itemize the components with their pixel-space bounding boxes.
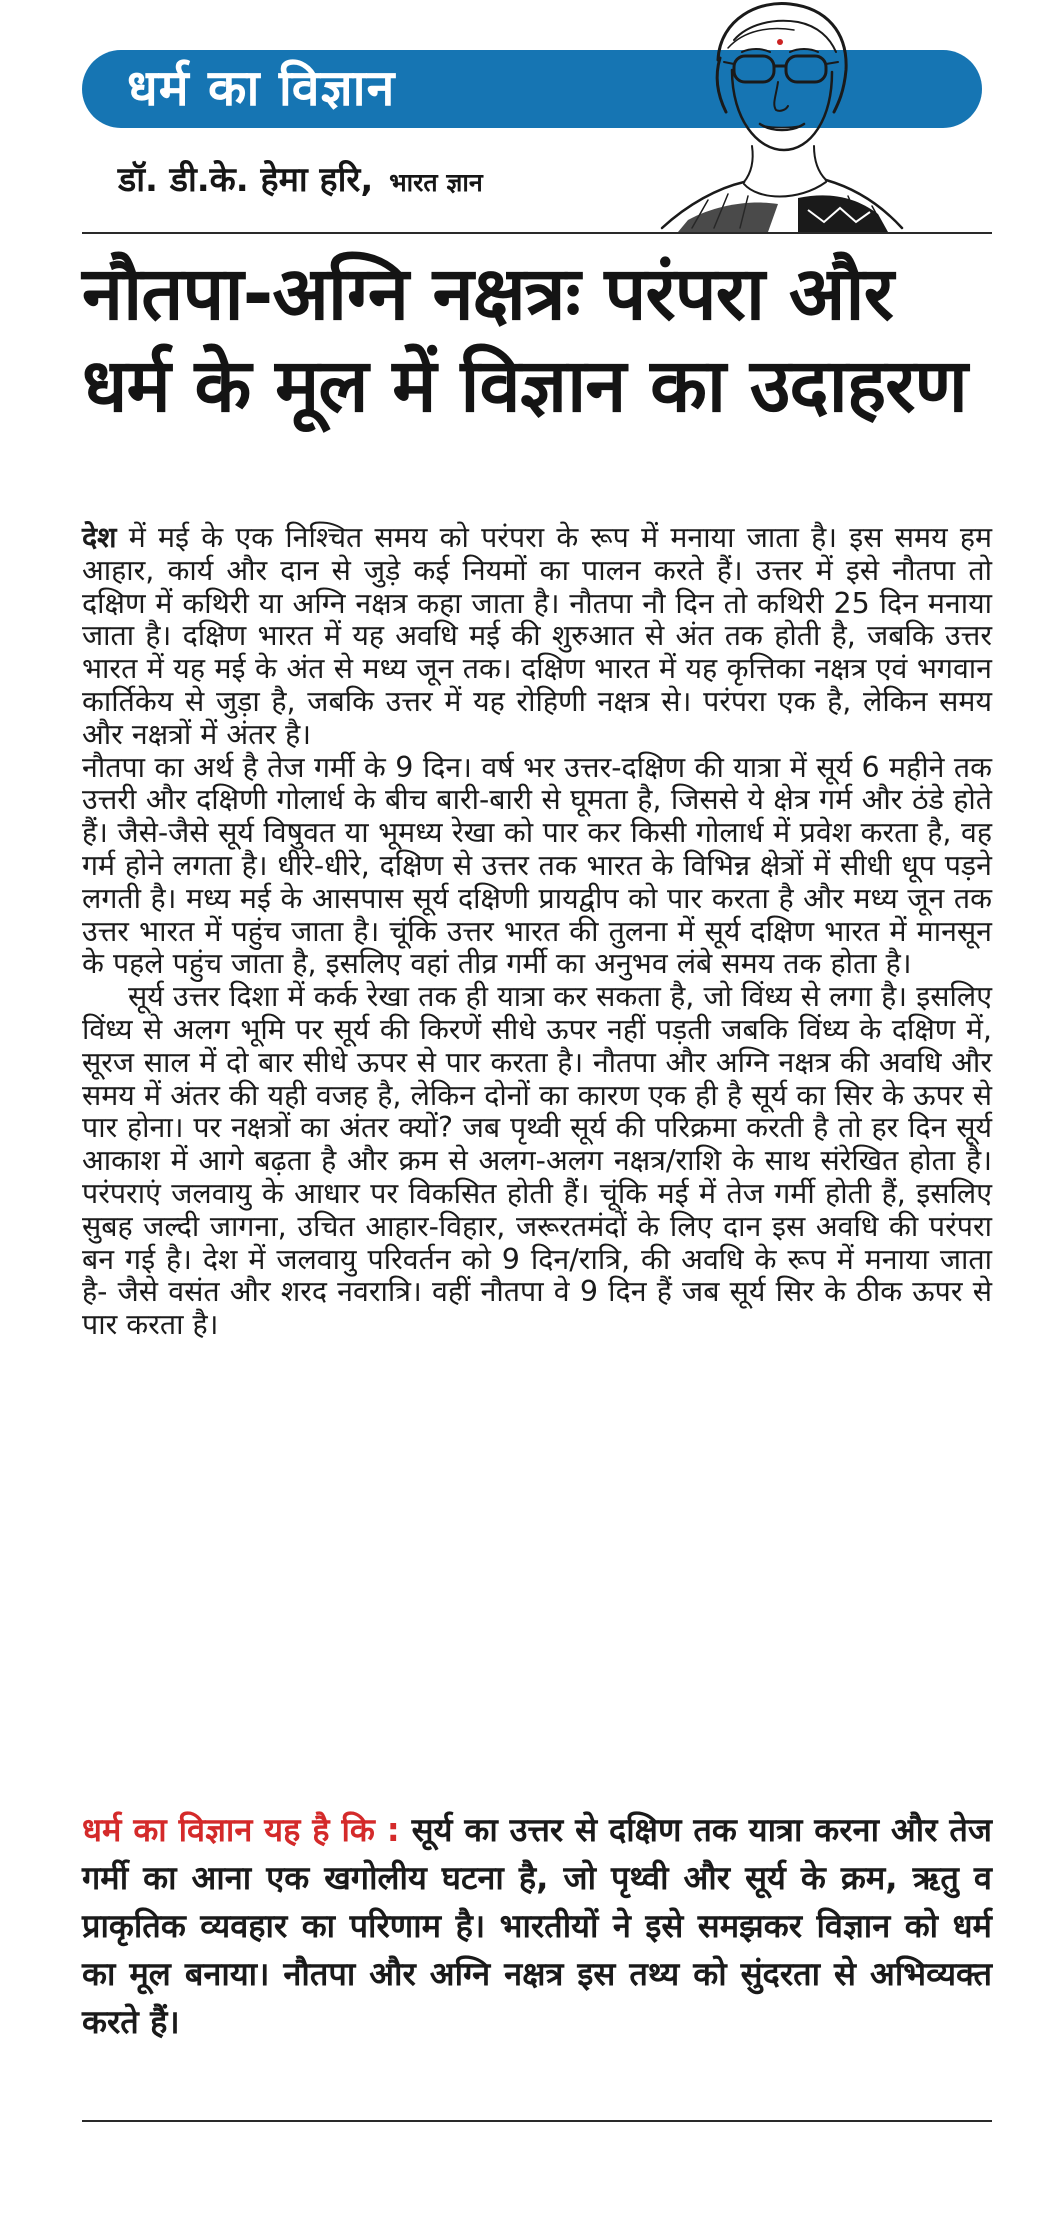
article-headline <box>82 248 1002 432</box>
author-portrait-sketch <box>648 0 910 232</box>
conclusion-block <box>82 1806 992 2046</box>
headline-line-2: धर्म के मूल में विज्ञान का उदाहरण <box>82 343 967 429</box>
conclusion-text: सूर्य का उत्तर से दक्षिण तक यात्रा करना और तेज गर्मी का आना एक खगोलीय घटना है, जो पृथ्वी और सूर्य के क्रम, ऋतु व प्राकृतिक व्यवहार का परिणाम है। भारतीयों ने इसे समझकर विज्ञान को धर्म का मूल बनाया। नौतपा और अग्नि नक्षत्र इस तथ्य को सुंदरता से अभिव्यक्त करते हैं। <box>82 1811 992 2041</box>
article-body <box>82 522 992 1342</box>
paragraph-2: नौतपा का अर्थ है तेज गर्मी के 9 दिन। वर्ष भर उत्तर-दक्षिण की यात्रा में सूर्य 6 महीने तक उत्तरी और दक्षिणी गोलार्ध के बीच बारी-बारी से घूमता है, जिससे ये क्षेत्र गर्म और ठंडे होते हैं। जैसे-जैसे सूर्य विषुवत या भूमध्य रेखा को पार कर किसी गोलार्ध में प्रवेश करता है, वह गर्म होने लगता है। धीरे-धीरे, दक्षिण से उत्तर तक भारत के विभिन्न क्षेत्रों में सीधी धूप पड़ने लगती है। मध्य मई के आसपास सूर्य दक्षिणी प्रायद्वीप को पार करता है और मध्य जून तक उत्तर भारत में पहुंच जाता है। चूंकि उत्तर भारत की तुलना में सूर्य दक्षिण भारत में मानसून के पहले पहुंच जाता है, इसलिए वहां तीव्र गर्मी का अनुभव लंबे समय तक होता है। <box>82 750 992 981</box>
column-title: धर्म का विज्ञान <box>127 59 396 117</box>
author-organization: भारत ज्ञान <box>389 168 483 197</box>
lead-word: देश <box>82 521 117 554</box>
byline <box>118 158 483 205</box>
paragraph-1 <box>82 522 992 752</box>
footer-divider <box>82 2120 992 2122</box>
headline-line-1: नौतपा-अग्नि नक्षत्रः परंपरा और <box>82 251 893 337</box>
header-divider <box>82 232 992 234</box>
author-name: डॉ. डी.के. हेमा हरि, <box>118 160 374 200</box>
conclusion-label: धर्म का विज्ञान यह है कि : <box>82 1811 400 1849</box>
paragraph-1-text: में मई के एक निश्चित समय को परंपरा के रूप में मनाया जाता है। इस समय हम आहार, कार्य और दान से जुड़े कई नियमों का पालन करते हैं। उत्तर में इसे नौतपा तो दक्षिण में कथिरी या अग्नि नक्षत्र कहा जाता है। नौतपा नौ दिन तो कथिरी 25 दिन मनाया जाता है। दक्षिण भारत में यह अवधि मई की शुरुआत से अंत तक होती है, जबकि उत्तर भारत में यह मई के अंत से मध्य जून तक। दक्षिण भारत में यह कृत्तिका नक्षत्र एवं भगवान कार्तिकेय से जुड़ा है, जबकि उत्तर में यह रोहिणी नक्षत्र से। परंपरा एक है, लेकिन समय और नक्षत्रों में अंतर है। <box>82 521 992 751</box>
paragraph-3: सूर्य उत्तर दिशा में कर्क रेखा तक ही यात्रा कर सकता है, जो विंध्य से लगा है। इसलिए विंध्य से अलग भूमि पर सूर्य की किरणें सीधे ऊपर नहीं पड़ती जबकि विंध्य के दक्षिण में, सूरज साल में दो बार सीधे ऊपर से पार करता है। नौतपा और अग्नि नक्षत्र की अवधि और समय में अंतर की यही वजह है, लेकिन दोनों का कारण एक ही है सूर्य का सिर के ऊपर से पार होना। पर नक्षत्रों का अंतर क्यों? जब पृथ्वी सूर्य की परिक्रमा करती है तो हर दिन सूर्य आकाश में आगे बढ़ता है और क्रम से अलग-अलग नक्षत्र/राशि के साथ संरेखित होता है। परंपराएं जलवायु के आधार पर विकसित होती हैं। चूंकि मई में तेज गर्मी होती हैं, इसलिए सुबह जल्दी जागना, उचित आहार-विहार, जरूरतमंदों के लिए दान इस अवधि की परंपरा बन गई है। देश में जलवायु परिवर्तन को 9 दिन/रात्रि, की अवधि के रूप में मनाया जाता है- जैसे वसंत और शरद नवरात्रि। वहीं नौतपा वे 9 दिन हैं जब सूर्य सिर के ठीक ऊपर से पार करता है। <box>82 980 992 1342</box>
